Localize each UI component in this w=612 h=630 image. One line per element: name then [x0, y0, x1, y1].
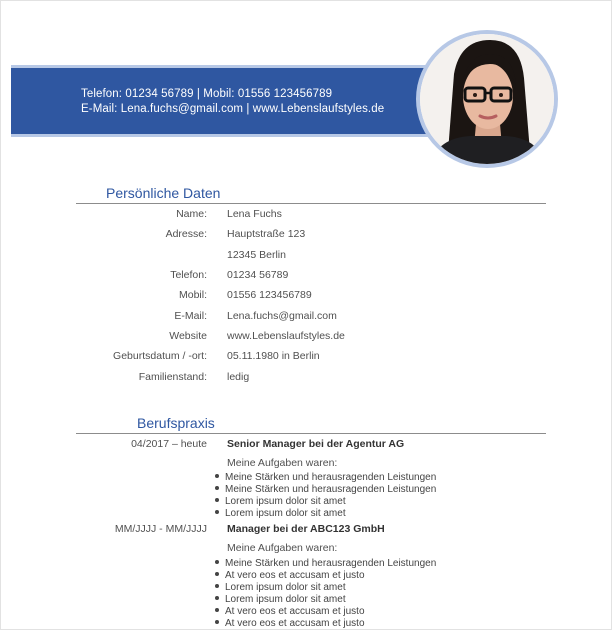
value-marital-status: ledig — [227, 371, 250, 383]
bullet-dot-icon — [215, 620, 219, 624]
value-address-city: 12345 Berlin — [227, 249, 286, 261]
label-birth: Geburtsdatum / -ort: — [113, 350, 207, 362]
job-period: 04/2017 – heute — [131, 438, 207, 450]
list-item: Meine Stärken und herausragenden Leistungen — [215, 558, 436, 569]
bullet-dot-icon — [215, 474, 219, 478]
label-email: E-Mail: — [174, 310, 207, 322]
list-item: At vero eos et accusam et justo — [215, 618, 365, 629]
portrait-illustration — [420, 34, 554, 164]
value-birth: 05.11.1980 in Berlin — [227, 350, 320, 362]
value-phone: 01234 56789 — [227, 269, 289, 281]
section-title-experience: Berufspraxis — [137, 415, 215, 431]
section-divider-experience — [76, 433, 546, 434]
value-email: Lena.fuchs@gmail.com — [227, 310, 337, 322]
list-item: Lorem ipsum dolor sit amet — [215, 508, 346, 519]
label-address: Adresse: — [165, 228, 207, 240]
job-position: Manager bei der ABC123 GmbH — [227, 523, 385, 535]
contact-line-email: E-Mail: Lena.fuchs@gmail.com | www.Lebenslaufstyles.de — [81, 103, 385, 115]
list-item: At vero eos et accusam et justo — [215, 570, 365, 581]
section-divider-personal — [76, 203, 546, 204]
bullet-dot-icon — [215, 510, 219, 514]
list-item: Meine Stärken und herausragenden Leistungen — [215, 484, 436, 495]
list-item: Lorem ipsum dolor sit amet — [215, 594, 346, 605]
bullet-dot-icon — [215, 486, 219, 490]
job-period: MM/JJJJ - MM/JJJJ — [114, 523, 207, 535]
list-item: Lorem ipsum dolor sit amet — [215, 496, 346, 507]
bullet-dot-icon — [215, 572, 219, 576]
list-item: At vero eos et accusam et justo — [215, 606, 365, 617]
value-address-street: Hauptstraße 123 — [227, 228, 306, 240]
section-title-personal: Persönliche Daten — [106, 185, 221, 201]
profile-photo — [416, 30, 558, 168]
job-intro: Meine Aufgaben waren: — [227, 457, 338, 469]
label-phone: Telefon: — [170, 269, 207, 281]
label-name: Name: — [176, 208, 207, 220]
list-item: Lorem ipsum dolor sit amet — [215, 582, 346, 593]
bullet-dot-icon — [215, 608, 219, 612]
value-name: Lena Fuchs — [227, 208, 282, 220]
bullet-dot-icon — [215, 560, 219, 564]
label-mobile: Mobil: — [178, 289, 207, 301]
label-marital-status: Familienstand: — [138, 371, 207, 383]
bullet-dot-icon — [215, 596, 219, 600]
job-position: Senior Manager bei der Agentur AG — [227, 438, 405, 450]
bullet-dot-icon — [215, 584, 219, 588]
contact-line-phone: Telefon: 01234 56789 | Mobil: 01556 123456789 — [81, 88, 333, 100]
value-mobile: 01556 123456789 — [227, 289, 312, 301]
job-intro: Meine Aufgaben waren: — [227, 542, 338, 554]
bullet-dot-icon — [215, 498, 219, 502]
list-item: Meine Stärken und herausragenden Leistungen — [215, 472, 436, 483]
value-website: www.Lebenslaufstyles.de — [227, 330, 345, 342]
label-website: Website — [169, 330, 207, 342]
